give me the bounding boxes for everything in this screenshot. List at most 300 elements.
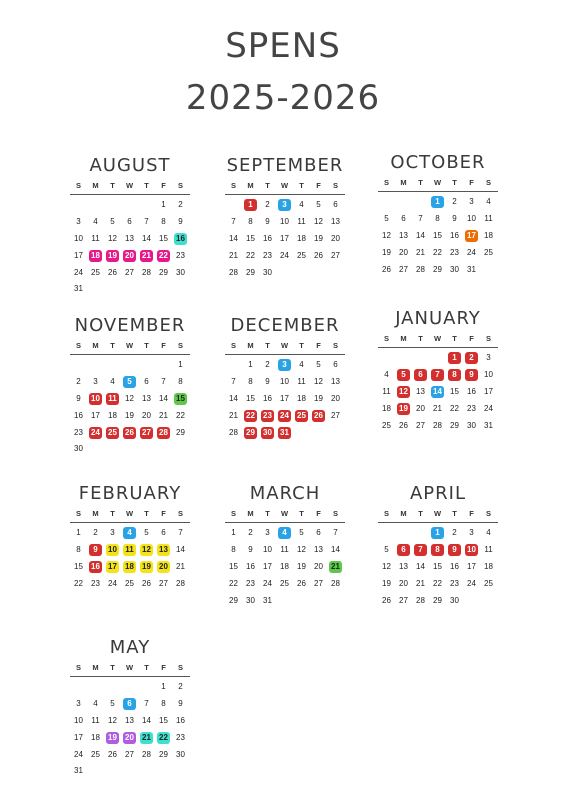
weekday-label: M	[400, 334, 407, 343]
day-number: 21	[416, 247, 425, 257]
day-cell	[463, 542, 480, 559]
day-cell	[259, 592, 276, 609]
day-cell	[225, 525, 242, 542]
day-number: 16	[263, 393, 272, 403]
empty-cell	[378, 525, 395, 542]
day-cell	[310, 357, 327, 374]
day-cell	[155, 559, 172, 576]
day-cell	[104, 264, 121, 281]
header-divider	[70, 676, 190, 677]
month-name: FEBRUARY	[78, 483, 182, 504]
day-number: 7	[333, 528, 338, 538]
day-cell	[446, 244, 463, 261]
day-cell	[293, 231, 310, 248]
day-number: 1	[248, 360, 253, 370]
day-number: 16	[450, 561, 459, 571]
day-number: 4	[93, 699, 98, 709]
header-divider	[378, 347, 498, 348]
weekday-label: F	[161, 663, 166, 672]
day-cell	[70, 575, 87, 592]
weekday-label: S	[383, 334, 389, 343]
day-cell	[172, 679, 189, 696]
day-number: 24	[263, 578, 272, 588]
day-cell	[70, 424, 87, 441]
weekday-label: T	[418, 178, 423, 187]
day-number: 5	[384, 545, 389, 555]
day-cell	[463, 261, 480, 278]
day-cell	[378, 592, 395, 609]
day-number: 2	[248, 528, 253, 538]
day-cell	[138, 746, 155, 763]
day-cell	[259, 214, 276, 231]
day-cell	[172, 559, 189, 576]
day-cell	[225, 407, 242, 424]
empty-cell	[155, 357, 172, 374]
day-number: 28	[331, 578, 340, 588]
day-number: 31	[74, 284, 83, 294]
day-cell	[242, 525, 259, 542]
highlighted-day-red: 7	[431, 369, 444, 381]
day-cell	[276, 559, 293, 576]
day-number: 29	[159, 267, 168, 277]
day-cell	[121, 713, 138, 730]
day-cell	[225, 264, 242, 281]
month-name: APRIL	[409, 483, 466, 504]
weekday-label: W	[125, 341, 134, 350]
day-cell	[242, 197, 259, 214]
day-number: 14	[416, 230, 425, 240]
day-number: 28	[176, 578, 185, 588]
weekday-label: W	[280, 341, 289, 350]
weekday-label: F	[316, 509, 321, 518]
day-cell	[70, 746, 87, 763]
day-number: 8	[76, 545, 81, 555]
day-cell	[395, 575, 412, 592]
day-cell	[155, 575, 172, 592]
weekday-label: T	[418, 334, 423, 343]
weekday-label: W	[433, 334, 442, 343]
day-number: 8	[161, 217, 166, 227]
day-number: 24	[467, 247, 476, 257]
day-cell	[87, 214, 104, 231]
day-cell	[70, 231, 87, 248]
day-number: 17	[280, 233, 289, 243]
day-number: 14	[331, 545, 340, 555]
day-cell	[395, 228, 412, 245]
day-cell	[463, 384, 480, 401]
day-cell	[293, 374, 310, 391]
day-number: 8	[231, 545, 236, 555]
day-number: 9	[265, 217, 270, 227]
day-number: 27	[399, 264, 408, 274]
day-cell	[412, 542, 429, 559]
day-cell	[259, 424, 276, 441]
highlighted-day-magenta: 22	[157, 250, 170, 262]
empty-cell	[429, 350, 446, 367]
day-number: 16	[74, 410, 83, 420]
day-cell	[429, 592, 446, 609]
day-cell	[104, 559, 121, 576]
weekday-label: T	[144, 509, 149, 518]
day-number: 4	[299, 360, 304, 370]
day-number: 25	[91, 267, 100, 277]
day-number: 6	[127, 217, 132, 227]
day-cell	[378, 542, 395, 559]
day-number: 16	[467, 386, 476, 396]
day-number: 6	[316, 528, 321, 538]
weekday-label: W	[125, 181, 134, 190]
highlighted-day-yellow: 11	[123, 544, 136, 556]
day-cell	[429, 384, 446, 401]
weekday-label: F	[469, 509, 474, 518]
weekday-label: S	[230, 509, 236, 518]
day-number: 20	[314, 561, 323, 571]
day-cell	[480, 194, 497, 211]
weekday-label: T	[265, 181, 270, 190]
weekday-label: T	[299, 341, 304, 350]
day-cell	[87, 391, 104, 408]
day-cell	[242, 592, 259, 609]
day-number: 31	[263, 595, 272, 605]
weekday-label: T	[299, 509, 304, 518]
day-number: 6	[333, 360, 338, 370]
day-cell	[480, 400, 497, 417]
weekday-label: F	[316, 341, 321, 350]
day-number: 9	[265, 377, 270, 387]
highlighted-day-magenta: 18	[89, 250, 102, 262]
day-cell	[172, 746, 189, 763]
day-cell	[463, 367, 480, 384]
day-cell	[87, 247, 104, 264]
day-cell	[378, 384, 395, 401]
empty-cell	[138, 197, 155, 214]
day-cell	[87, 729, 104, 746]
day-number: 22	[74, 578, 83, 588]
day-cell	[446, 228, 463, 245]
day-cell	[121, 214, 138, 231]
day-number: 18	[382, 403, 391, 413]
highlighted-day-red: 9	[448, 544, 461, 556]
highlighted-day-green: 21	[329, 561, 342, 573]
day-number: 2	[452, 197, 457, 207]
highlighted-day-red: 23	[261, 410, 274, 422]
weekday-label: M	[92, 663, 99, 672]
day-cell	[121, 525, 138, 542]
day-cell	[121, 729, 138, 746]
day-number: 27	[125, 749, 134, 759]
day-number: 22	[450, 403, 459, 413]
weekday-label: S	[332, 181, 338, 190]
month-name: MARCH	[249, 483, 321, 504]
highlighted-day-cyan: 16	[174, 233, 187, 245]
day-cell	[104, 746, 121, 763]
highlighted-day-orange: 17	[465, 230, 478, 242]
highlighted-day-red: 27	[140, 427, 153, 439]
highlighted-day-red: 8	[431, 544, 444, 556]
weekday-label: M	[247, 181, 254, 190]
day-number: 6	[333, 200, 338, 210]
day-cell	[259, 247, 276, 264]
day-number: 26	[108, 749, 117, 759]
day-cell	[121, 247, 138, 264]
day-cell	[293, 247, 310, 264]
highlighted-day-red: 24	[278, 410, 291, 422]
day-number: 3	[76, 699, 81, 709]
day-cell	[155, 746, 172, 763]
empty-cell	[121, 357, 138, 374]
day-number: 11	[91, 715, 100, 725]
highlighted-day-red: 25	[295, 410, 308, 422]
day-number: 13	[416, 386, 425, 396]
page-title: SPENS	[225, 26, 341, 66]
day-cell	[276, 525, 293, 542]
day-cell	[121, 374, 138, 391]
weekday-header	[70, 661, 190, 675]
day-cell	[480, 525, 497, 542]
weekday-label: T	[418, 509, 423, 518]
highlighted-day-red: 29	[244, 427, 257, 439]
day-cell	[412, 211, 429, 228]
day-number: 13	[331, 217, 340, 227]
day-number: 31	[467, 264, 476, 274]
day-cell	[138, 374, 155, 391]
day-cell	[327, 407, 344, 424]
day-cell	[259, 575, 276, 592]
day-number: 13	[125, 715, 134, 725]
empty-cell	[87, 679, 104, 696]
day-number: 4	[93, 217, 98, 227]
day-cell	[327, 357, 344, 374]
weekday-label: M	[247, 341, 254, 350]
day-cell	[121, 424, 138, 441]
day-cell	[378, 211, 395, 228]
day-cell	[104, 231, 121, 248]
weekday-header	[378, 507, 498, 521]
day-cell	[429, 367, 446, 384]
day-number: 5	[316, 360, 321, 370]
weekday-label: W	[433, 509, 442, 518]
day-cell	[172, 407, 189, 424]
day-number: 29	[433, 595, 442, 605]
day-number: 30	[263, 267, 272, 277]
day-cell	[172, 374, 189, 391]
day-number: 25	[91, 749, 100, 759]
day-cell	[310, 559, 327, 576]
day-cell	[412, 417, 429, 434]
day-number: 9	[452, 214, 457, 224]
weekday-label: M	[92, 341, 99, 350]
highlighted-day-yellow: 17	[106, 561, 119, 573]
empty-cell	[138, 679, 155, 696]
day-cell	[70, 407, 87, 424]
highlighted-day-red: 7	[414, 544, 427, 556]
day-number: 2	[452, 528, 457, 538]
day-cell	[412, 384, 429, 401]
day-number: 26	[297, 578, 306, 588]
day-cell	[463, 350, 480, 367]
highlighted-day-yellow: 18	[123, 561, 136, 573]
day-cell	[225, 374, 242, 391]
day-cell	[293, 391, 310, 408]
day-cell	[70, 391, 87, 408]
day-cell	[446, 211, 463, 228]
day-cell	[429, 525, 446, 542]
day-cell	[293, 407, 310, 424]
day-cell	[242, 407, 259, 424]
day-number: 18	[280, 561, 289, 571]
day-number: 25	[484, 247, 493, 257]
day-number: 2	[178, 682, 183, 692]
weekday-label: S	[177, 509, 183, 518]
empty-cell	[87, 357, 104, 374]
day-number: 6	[144, 377, 149, 387]
header-divider	[225, 354, 345, 355]
highlighted-day-red: 30	[261, 427, 274, 439]
day-cell	[395, 384, 412, 401]
empty-cell	[121, 197, 138, 214]
day-number: 19	[125, 410, 134, 420]
day-number: 24	[280, 250, 289, 260]
day-cell	[463, 575, 480, 592]
day-cell	[242, 559, 259, 576]
day-cell	[429, 559, 446, 576]
day-number: 16	[450, 230, 459, 240]
day-cell	[121, 696, 138, 713]
weekday-label: W	[125, 663, 134, 672]
highlighted-day-red: 26	[123, 427, 136, 439]
day-cell	[446, 400, 463, 417]
day-cell	[121, 407, 138, 424]
weekday-label: T	[110, 509, 115, 518]
day-cell	[310, 542, 327, 559]
day-cell	[412, 592, 429, 609]
day-number: 8	[248, 217, 253, 227]
day-number: 21	[176, 561, 185, 571]
day-number: 14	[229, 233, 238, 243]
highlighted-day-red: 5	[397, 369, 410, 381]
day-number: 25	[484, 578, 493, 588]
day-cell	[480, 417, 497, 434]
day-cell	[480, 559, 497, 576]
weekday-header	[70, 179, 190, 193]
weekday-header	[225, 179, 345, 193]
day-cell	[155, 247, 172, 264]
empty-cell	[104, 679, 121, 696]
day-cell	[104, 542, 121, 559]
day-number: 12	[382, 230, 391, 240]
day-cell	[276, 407, 293, 424]
weekday-label: S	[177, 663, 183, 672]
day-number: 23	[74, 427, 83, 437]
weekday-label: F	[161, 509, 166, 518]
day-grid	[378, 194, 498, 278]
day-cell	[259, 391, 276, 408]
weekday-label: S	[75, 663, 81, 672]
day-cell	[293, 525, 310, 542]
day-number: 6	[161, 528, 166, 538]
day-cell	[395, 400, 412, 417]
day-cell	[104, 575, 121, 592]
highlighted-day-yellow: 12	[140, 544, 153, 556]
day-cell	[70, 559, 87, 576]
day-number: 18	[91, 732, 100, 742]
day-cell	[242, 357, 259, 374]
highlighted-day-red: 31	[278, 427, 291, 439]
day-number: 11	[382, 386, 391, 396]
day-number: 29	[450, 420, 459, 430]
day-cell	[276, 214, 293, 231]
month-october	[378, 152, 498, 278]
day-number: 11	[484, 545, 493, 555]
day-cell	[276, 542, 293, 559]
day-cell	[87, 542, 104, 559]
day-number: 7	[231, 377, 236, 387]
day-cell	[87, 525, 104, 542]
day-cell	[70, 525, 87, 542]
highlighted-day-red: 19	[397, 403, 410, 415]
day-number: 12	[382, 561, 391, 571]
day-cell	[480, 384, 497, 401]
day-cell	[293, 575, 310, 592]
day-number: 22	[229, 578, 238, 588]
day-number: 23	[263, 250, 272, 260]
day-cell	[155, 679, 172, 696]
day-number: 30	[246, 595, 255, 605]
day-cell	[293, 559, 310, 576]
day-cell	[327, 374, 344, 391]
day-number: 11	[297, 377, 306, 387]
day-number: 12	[314, 217, 323, 227]
weekday-label: T	[452, 178, 457, 187]
day-number: 26	[142, 578, 151, 588]
day-number: 29	[159, 749, 168, 759]
day-number: 9	[178, 699, 183, 709]
day-cell	[395, 367, 412, 384]
day-cell	[155, 542, 172, 559]
weekday-label: T	[299, 181, 304, 190]
empty-cell	[87, 197, 104, 214]
day-number: 26	[382, 264, 391, 274]
day-number: 23	[246, 578, 255, 588]
day-cell	[87, 424, 104, 441]
highlighted-day-red: 16	[89, 561, 102, 573]
weekday-label: T	[265, 341, 270, 350]
day-cell	[378, 367, 395, 384]
day-cell	[242, 575, 259, 592]
day-number: 10	[74, 715, 83, 725]
day-cell	[446, 575, 463, 592]
day-cell	[429, 211, 446, 228]
month-name: OCTOBER	[390, 152, 486, 173]
day-number: 20	[331, 233, 340, 243]
day-grid	[70, 357, 190, 458]
day-number: 23	[450, 247, 459, 257]
day-number: 27	[314, 578, 323, 588]
highlighted-day-red: 24	[89, 427, 102, 439]
day-number: 23	[91, 578, 100, 588]
day-cell	[412, 228, 429, 245]
day-number: 1	[178, 360, 183, 370]
day-number: 30	[176, 749, 185, 759]
day-cell	[327, 575, 344, 592]
header-divider	[225, 194, 345, 195]
day-number: 27	[399, 595, 408, 605]
day-number: 19	[297, 561, 306, 571]
day-cell	[293, 214, 310, 231]
day-number: 4	[110, 377, 115, 387]
day-cell	[225, 214, 242, 231]
day-number: 15	[74, 561, 83, 571]
